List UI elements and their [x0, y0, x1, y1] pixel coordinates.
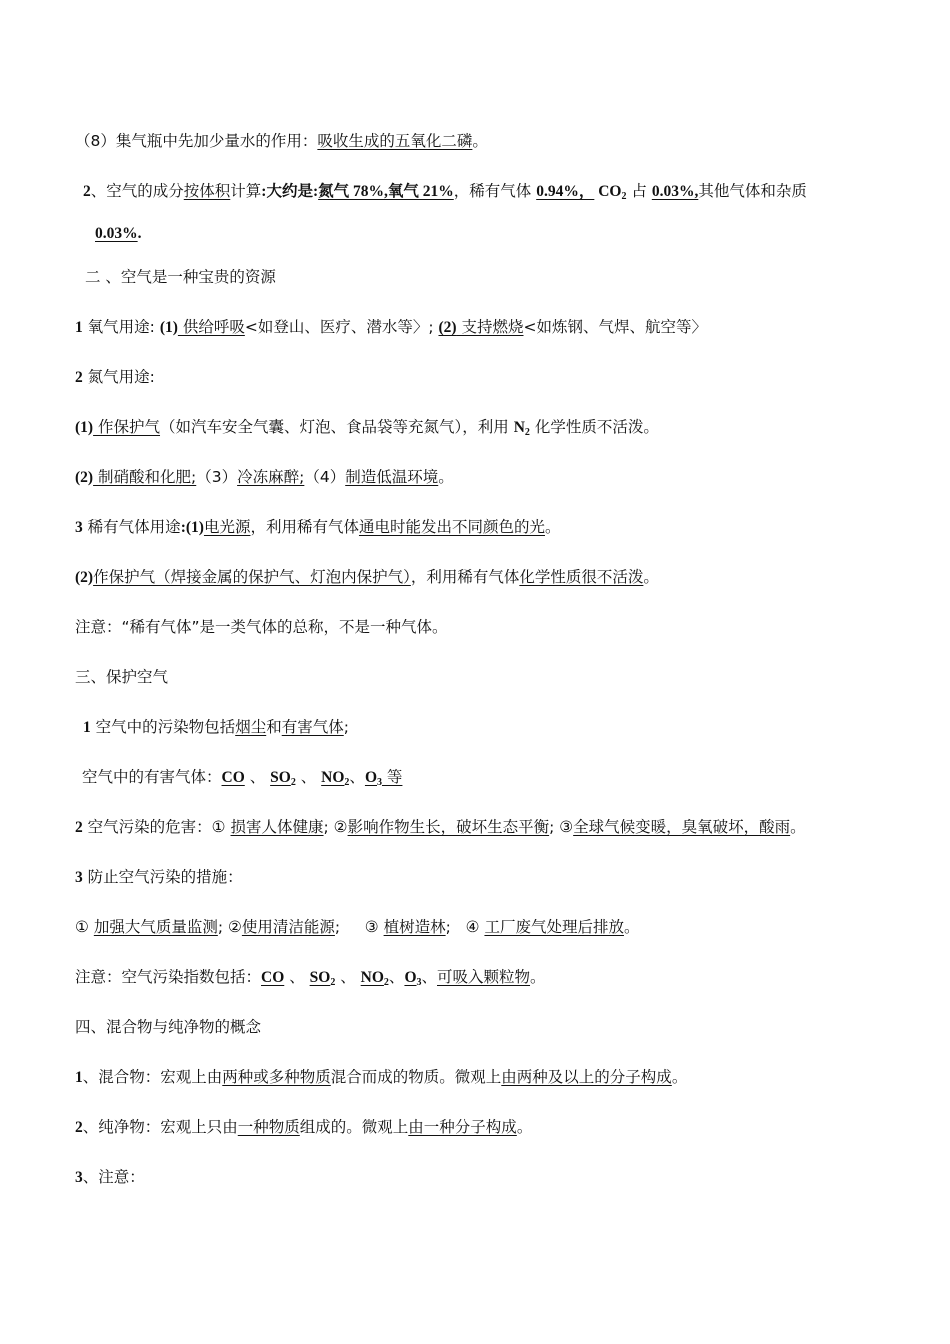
line-impurity-ratio: 0.03%.: [95, 225, 142, 242]
line-noble-gas-use-2: (2)作保护气（焊接金属的保护气、灯泡内保护气），利用稀有气体化学性质很不活泼。: [75, 568, 659, 586]
line-pollution-index: 注意：空气污染指数包括：CO 、 $SO_2$ 、 $NO_2$、$O_3$、可吸入颗粒物。: [75, 968, 546, 988]
line-prevention-title: 3 防止空气污染的措施：: [75, 868, 243, 886]
section-heading-2: 二 、空气是一种宝贵的资源: [85, 268, 276, 286]
line-nitrogen-uses: 2 氮气用途:: [75, 368, 155, 386]
line-nitrogen-use-1: (1) 作保护气（如汽车安全气囊、灯泡、食品袋等充氮气），利用 $N_2$ 化学性质不活泼。: [75, 418, 659, 438]
line-pollution-hazards: 2 空气污染的危害：① 损害人体健康; ②影响作物生长，破坏生态平衡; ③全球气候变暖，臭氧破坏，酸雨。: [75, 818, 806, 836]
line-noble-gas-uses: 3 稀有气体用途:(1)电光源，利用稀有气体通电时能发出不同颜色的光。: [75, 518, 561, 536]
line-mixture: 1、混合物：宏观上由两种或多种物质混合而成的物质。微观上由两种及以上的分子构成。: [75, 1068, 688, 1086]
line-air-composition: 2、空气的成分按体积计算:大约是:氮气 78%,氧气 21%，稀有气体 0.94%， $CO_2$ 占 0.03%,其他气体和杂质: [83, 182, 807, 202]
line-oxygen-uses: 1 氧气用途: (1) 供给呼吸<如登山、医疗、潜水等〉; (2) 支持燃烧<如炼钢、气焊、航空等〉: [75, 318, 707, 336]
line-pure-substance: 2、纯净物：宏观上只由一种物质组成的。微观上由一种分子构成。: [75, 1118, 533, 1136]
line-noble-gas-note: 注意：“稀有气体”是一类气体的总称，不是一种气体。: [75, 618, 448, 636]
section-heading-3: 三、保护空气: [75, 668, 169, 686]
line-nitrogen-use-2: (2) 制硝酸和化肥;（3）冷冻麻醉;（4）制造低温环境。: [75, 468, 454, 486]
line-note-title: 3、注意：: [75, 1168, 145, 1186]
line-prevention-measures: ① 加强大气质量监测; ②使用清洁能源; ③ 植树造林; ④ 工厂废气处理后排放。: [75, 918, 640, 936]
line-harmful-gases: 空气中的有害气体：CO 、 $SO_2$ 、 $NO_2$、$O_3$ 等: [82, 768, 403, 788]
line-water-purpose: （8）集气瓶中先加少量水的作用：吸收生成的五氧化二磷。: [75, 132, 488, 150]
line-pollutants: 1 空气中的污染物包括烟尘和有害气体;: [83, 718, 349, 736]
section-heading-4: 四、混合物与纯净物的概念: [75, 1018, 262, 1036]
